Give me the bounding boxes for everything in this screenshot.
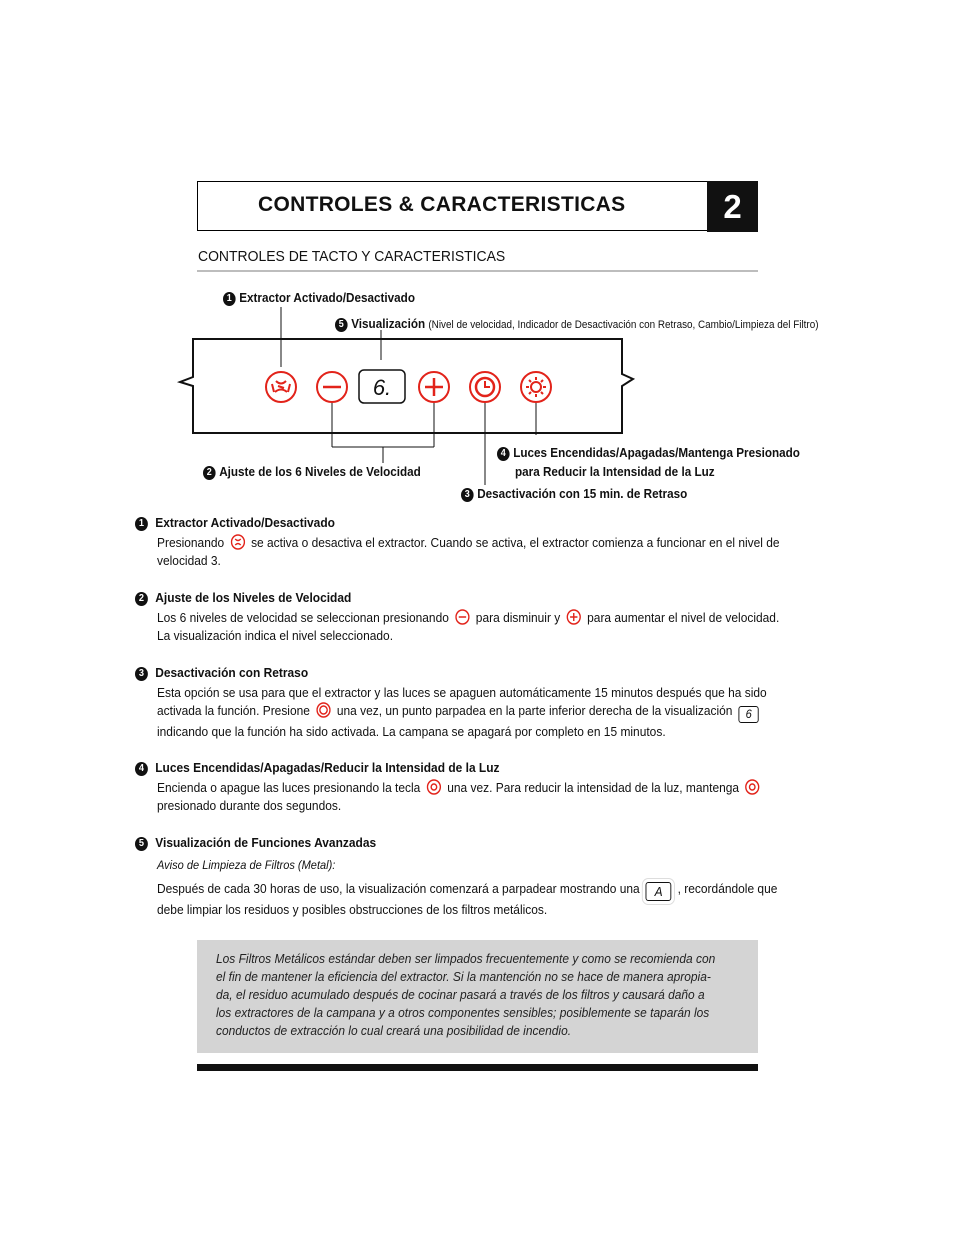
display-a-icon: A (646, 882, 672, 901)
callout-delay: 3 Desactivación con 15 min. de Retraso (461, 486, 687, 502)
callout-lights-line2: para Reducir la Intensidad de la Luz (515, 464, 715, 479)
light-icon (426, 779, 441, 795)
section-divider (197, 270, 758, 272)
control-panel-diagram (175, 285, 875, 515)
panel-outline (180, 339, 633, 433)
display-digit: 6. (372, 375, 392, 400)
item-5-subtitle: Aviso de Limpieza de Filtros (Metal): (157, 858, 336, 872)
plus-icon (566, 609, 581, 625)
light-button[interactable] (521, 372, 551, 402)
section-title: CONTROLES DE TACTO Y CARACTERISTICAS (198, 248, 506, 265)
callout-display: 5 Visualización (Nivel de velocidad, Indicador de Desactivación con Retraso, Cambio/Limpieza del Filtro) (335, 316, 819, 332)
item-1-heading: 1 Extractor Activado/Desactivado (135, 515, 335, 531)
minus-icon (455, 609, 470, 625)
item-4-text: Encienda o apague las luces presionando la tecla una vez. Para reducir la intensidad de la luz, mantenga presionado durante dos segundos. (157, 779, 801, 815)
item-4-heading: 4 Luces Encendidas/Apagadas/Reducir la Intensidad de la Luz (135, 760, 500, 776)
delay-off-button[interactable] (470, 372, 500, 402)
fan-icon (230, 534, 245, 550)
callout-lights: 4 Luces Encendidas/Apagadas/Mantenga Presionado (497, 445, 800, 461)
speed-plus-button[interactable] (419, 372, 449, 402)
callout-speed: 2 Ajuste de los 6 Niveles de Velocidad (203, 464, 421, 480)
item-3-text: Esta opción se usa para que el extractor y las luces se apaguen automáticamente 15 minutos después que ha sido activada la función. Presione una vez, un punto parpadea en la parte inferior derecha de la visualización 6 indicando que la función ha sido activada. La campana se apagará por completo en 15 minutos. (157, 685, 767, 739)
item-3-heading: 3 Desactivación con Retraso (135, 665, 308, 681)
clock-icon (316, 702, 331, 718)
footer-rule (197, 1064, 758, 1071)
note-text: Los Filtros Metálicos estándar deben ser limpados frecuentemente y como se recomienda con el fin de mantener la eficiencia del extractor. Si la mantención no se hace de manera apropia- da, el residuo acumulado después de cocinar pasará a través de los filtros y causará daño a los extractores de la campana y a otros componentes sensibles; posiblemente se taparán los conductos de extracción lo cual creará una posibilidad de incendio. (216, 951, 716, 1038)
display-6-icon: 6 (739, 706, 759, 723)
item-5-heading: 5 Visualización de Funciones Avanzadas (135, 835, 376, 851)
speed-minus-button[interactable] (317, 372, 347, 402)
item-1-text: Presionando se activa o desactiva el extractor. Cuando se activa, el extractor comienza a funcionar en el nivel de velocidad 3. (157, 535, 780, 568)
item-5-text: Después de cada 30 horas de uso, la visualización comenzará a parpadear mostrando una A , recordándole que debe limpiar los residuos y posibles obstrucciones de los filtros metálicos. (157, 881, 778, 917)
fan-button[interactable] (266, 372, 296, 402)
callout-extractor: 1 Extractor Activado/Desactivado (223, 290, 415, 306)
item-2-heading: 2 Ajuste de los Niveles de Velocidad (135, 590, 351, 606)
chapter-number: 2 (707, 181, 758, 232)
speed-display (359, 370, 405, 403)
item-2-text: Los 6 niveles de velocidad se seleccionan presionando para disminuir y para aumentar el nivel de velocidad. La visualización indica el nivel seleccionado. (157, 610, 780, 643)
light-icon (745, 779, 760, 795)
page-title: CONTROLES & CARACTERISTICAS (258, 193, 626, 216)
